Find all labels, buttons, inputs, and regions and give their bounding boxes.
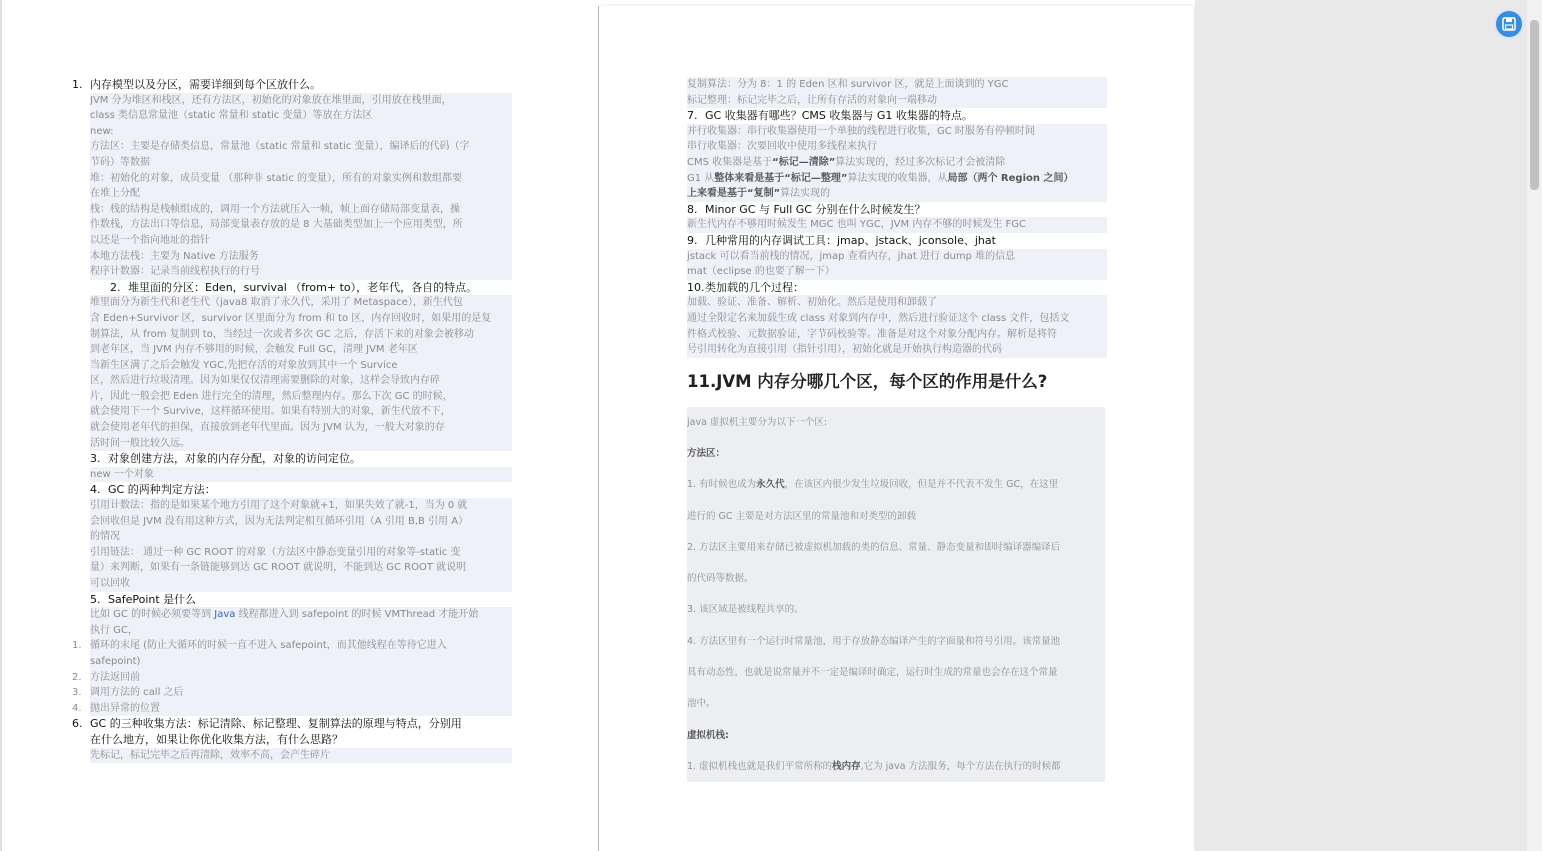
question-2: 2. 堆里面的分区：Eden，survival （from+ to），老年代，各自的特点。	[110, 280, 478, 294]
vertical-scrollbar[interactable]	[1527, 0, 1542, 851]
text-span: CMS 收集器是基于	[687, 156, 773, 168]
text-line: 进行的 GC 主要是对方法区里的常量池和对类型的卸载	[687, 510, 917, 522]
item-text: 抛出异常的位置	[90, 702, 160, 714]
list-item: • 本地方法栈：主要为 Native 方法服务	[90, 249, 512, 265]
text-span: ，在该区内很少发生垃圾回收，但是并不代表不发生 GC，在这里	[784, 479, 1059, 491]
text-line: 堆里面分为新生代和老生代（java8 取消了永久代，采用了 Metaspace），新生代包	[90, 297, 463, 309]
question-8: 8. Minor GC 与 Full GC 分别在什么时候发生？	[687, 202, 926, 216]
text-line: 先标记，标记完毕之后再清除，效率不高，会产生碎片	[90, 749, 330, 761]
text-line: class 类信息常量池（static 常量和 static 变量）等放在方法区	[90, 110, 373, 122]
text-line: 活时间一般比较久远。	[90, 437, 190, 449]
text-span: 比如 GC 的时候必须要等到	[90, 609, 215, 621]
text-line: new:	[90, 125, 114, 137]
question-6-cont: 在什么地方，如果让你优化收集方法，有什么思路？	[90, 732, 343, 746]
text-line: 件格式校验、元数据验证，字节码校验等。准备是对这个对象分配内存。解析是将符	[687, 328, 1057, 340]
item-number: 1.	[72, 640, 82, 652]
text-line	[687, 720, 1105, 751]
text-line	[90, 607, 512, 623]
item-text: 循环的末尾 (防止大循环的时候一直不进入 safepoint，而其他线程在等待它进入	[90, 640, 447, 652]
text-line: 制算法，从 from 复制到 to，当经过一次或者多次 GC 之后，存活下来的对象会被移动	[90, 328, 474, 340]
text-line: 节码）等数据	[90, 156, 150, 168]
question-10: 10.类加载的几个过程：	[687, 280, 804, 294]
item-number: 3.	[72, 687, 82, 699]
question-9: 9. 几种常用的内存调试工具：jmap、jstack、jconsole、jhat	[687, 233, 996, 247]
text-line	[687, 751, 1105, 782]
save-page-button[interactable]	[1494, 9, 1524, 39]
text-line	[687, 171, 1107, 187]
question-3: 3. 对象创建方法，对象的内存分配，对象的访问定位。	[90, 452, 361, 466]
text-span: 线程都进入到 safepoint 的时候 VMThread 才能开始	[235, 609, 479, 621]
answer-6-cont	[687, 77, 1107, 108]
bold-text: 整体来看是基于“标记—整理”	[714, 172, 848, 184]
text-line: 3. 该区域是被线程共享的。	[687, 604, 804, 616]
right-column	[687, 77, 1107, 782]
text-span: 算法实现的收集器，从	[847, 172, 948, 184]
text-line: 在堆上分配	[90, 188, 140, 200]
text-line: 的代码等数据。	[687, 573, 754, 585]
text-line: 具有动态性，也就是说常量并不一定是编译时确定，运行时生成的常量也会存在这个常量	[687, 667, 1058, 679]
bold-text: 栈内存	[832, 760, 861, 772]
text-line: 号引用转化为直接引用（指针引用），初始化就是开始执行构造器的代码	[687, 344, 1002, 356]
save-page-icon	[1502, 17, 1516, 31]
ordered-item	[72, 685, 512, 701]
text-line: 并行收集器：串行收集器使用一个单独的线程进行收集，GC 时服务有停顿时间	[687, 125, 1035, 137]
text-line: 执行 GC，	[90, 624, 138, 636]
answer-3	[90, 467, 512, 483]
text-line: 到老年区，当 JVM 内存不够用的时候，会触发 Full GC，清理 JVM 老年区	[90, 344, 418, 356]
text-line: 4. 方法区里有一个运行时常量池，用于存放静态编译产生的字面量和符号引用。该常量池	[687, 635, 1061, 647]
bold-text: 方法区：	[687, 447, 726, 459]
text-line: 新生代内存不够用时候发生 MGC 也叫 YGC，JVM 内存不够的时候发生 FGC	[687, 219, 1026, 231]
text-line: 引用链法： 通过一种 GC ROOT 的对象（方法区中静态变量引用的对象等-static 变	[90, 546, 461, 558]
answer-6	[90, 748, 512, 764]
answer-10	[687, 295, 1107, 357]
text-span: 1. 有时候也成为	[687, 479, 757, 491]
text-span: 算法实现的，经过多次标记才会被清除	[835, 156, 1006, 168]
text-line: 加载、验证、准备、解析、初始化。然后是使用和卸载了	[687, 297, 937, 309]
bold-text: 虚拟机栈:	[687, 729, 729, 741]
answer-4	[90, 498, 512, 592]
text-span: G1 从	[687, 172, 715, 184]
text-line: new 一个对象	[90, 468, 154, 480]
question-6: 6. GC 的三种收集方法：标记清除、标记整理、复制算法的原理与特点，分别用	[72, 717, 462, 731]
jvm-areas-block	[687, 407, 1105, 783]
text-line: 片，因此一般会把 Eden 进行完全的清理，然后整理内存。那么下次 GC 的时候，	[90, 390, 453, 402]
ordered-item	[72, 638, 512, 654]
bold-text: “标记—清除”	[772, 156, 836, 168]
text-line: 引用计数法：指的是如果某个地方引用了这个对象就+1，如果失效了就-1，当为 0 就	[90, 500, 468, 512]
question-7: 7. GC 收集器有哪些？CMS 收集器与 G1 收集器的特点。	[687, 109, 973, 123]
ordered-item	[72, 701, 512, 717]
text-line: 作数栈，方法出口等信息，局部变量表存放的是 8 大基础类型加上一个应用类型，所	[90, 219, 463, 231]
text-line: 标记整理：标记完毕之后，让所有存活的对象向一端移动	[687, 94, 937, 106]
java-link[interactable]: Java	[214, 609, 236, 621]
text-line: java 虚拟机主要分为以下一个区:	[687, 416, 828, 428]
list-item: • 方法区：主要是存储类信息，常量池（static 常量和 static 变量），编译后的代码（字	[90, 139, 512, 155]
viewer-background	[1195, 0, 1527, 851]
text-span: ,它为 java 方法服务，每个方法在执行的时候都	[860, 760, 1061, 772]
text-line: 就会使用下一个 Survive，这样循环使用。如果有特别大的对象，新生代放不下，	[90, 406, 451, 418]
list-item: • 程序计数器：记录当前线程执行的行号	[90, 264, 512, 280]
text-line	[687, 186, 1107, 202]
answer-9	[687, 249, 1107, 280]
item-text: 方法返回前	[90, 671, 140, 683]
text-line: safepoint)	[90, 655, 141, 667]
text-line: 就会使用老年代的担保，直接放到老年代里面。因为 JVM 认为，一般大对象的存	[90, 422, 445, 434]
text-line	[687, 438, 1105, 469]
left-column	[72, 77, 512, 763]
bold-text: 上来看是基于“复制”	[687, 188, 781, 200]
page-left	[2, 6, 598, 851]
text-line: 的情况	[90, 531, 120, 543]
text-line: mat（eclipse 的也要了解一下）	[687, 266, 835, 278]
bold-text: 永久代	[756, 479, 785, 491]
text-line: 可以回收	[90, 578, 130, 589]
list-item: • 栈：栈的结构是栈帧组成的，调用一个方法就压入一帧，帧上面存储局部变量表，操	[90, 202, 512, 218]
item-text: 调用方法的 call 之后	[90, 687, 184, 699]
scrollbar-thumb[interactable]	[1530, 20, 1539, 190]
question-1: 1. 内存模型以及分区，需要详细到每个区放什么。	[72, 78, 321, 91]
item-number: 4.	[72, 702, 82, 714]
section-title: 11.JVM 内存分哪几个区，每个区的作用是什么?	[687, 371, 1048, 391]
text-line: JVM 分为堆区和栈区，还有方法区，初始化的对象放在堆里面，引用放在栈里面，	[90, 94, 452, 106]
text-line	[687, 469, 1105, 500]
text-span: 算法实现的	[780, 188, 831, 200]
question-4: 4. GC 的两种判定方法：	[90, 483, 216, 497]
list-item: • 堆：初始化的对象，成员变量 （那种非 static 的变量），所有的对象实例和数组都要	[90, 171, 512, 187]
text-line: 区，然后进行垃圾清理。因为如果仅仅清理需要删除的对象，这样会导致内存碎	[90, 375, 440, 387]
text-line: 当新生区满了之后会触发 YGC,先把存活的对象放到其中一个 Survice	[90, 359, 398, 371]
question-5: 5. SafePoint 是什么	[90, 592, 197, 606]
answer-5	[72, 607, 512, 716]
text-line: 会回收但是 JVM 没有用这种方式，因为无法判定相互循环引用（A 引用 B,B 引用 A）	[90, 515, 469, 527]
text-line: 串行收集器：次要回收中使用多线程来执行	[687, 141, 877, 153]
bold-text: 局部（两个 Region 之间）	[947, 172, 1074, 184]
text-line: jstack 可以看当前栈的情况，jmap 查看内存，jhat 进行 dump 堆的信息	[687, 250, 1016, 262]
text-line	[687, 155, 1107, 171]
page-right	[599, 6, 1194, 851]
text-line: 量）来判断，如果有一条链能够到达 GC ROOT 就说明，不能到达 GC ROOT 就说明	[90, 562, 467, 574]
answer-1	[90, 93, 512, 280]
text-line: 池中。	[687, 698, 716, 710]
text-line: 2. 方法区主要用来存储已被虚拟机加载的类的信息、常量、静态变量和即时编译器编译后	[687, 541, 1061, 553]
item-number: 2.	[72, 671, 82, 683]
ordered-item	[72, 670, 512, 686]
answer-8	[687, 217, 1107, 233]
answer-7	[687, 124, 1107, 202]
text-span: 1. 虚拟机栈也就是我们平常所称的	[687, 760, 833, 772]
text-line: 通过全限定名来加载生成 class 对象到内存中，然后进行验证这个 class 文件，包括文	[687, 312, 1070, 324]
text-line: 以还是一个指向地址的指针	[90, 234, 210, 246]
answer-2	[90, 295, 512, 451]
text-line: 含 Eden+Survivor 区，survivor 区里面分为 from 和 to 区，内存回收时，如果用的是复	[90, 312, 492, 324]
text-line: 复制算法：分为 8：1 的 Eden 区和 survivor 区，就是上面谈到的 YGC	[687, 79, 1009, 90]
